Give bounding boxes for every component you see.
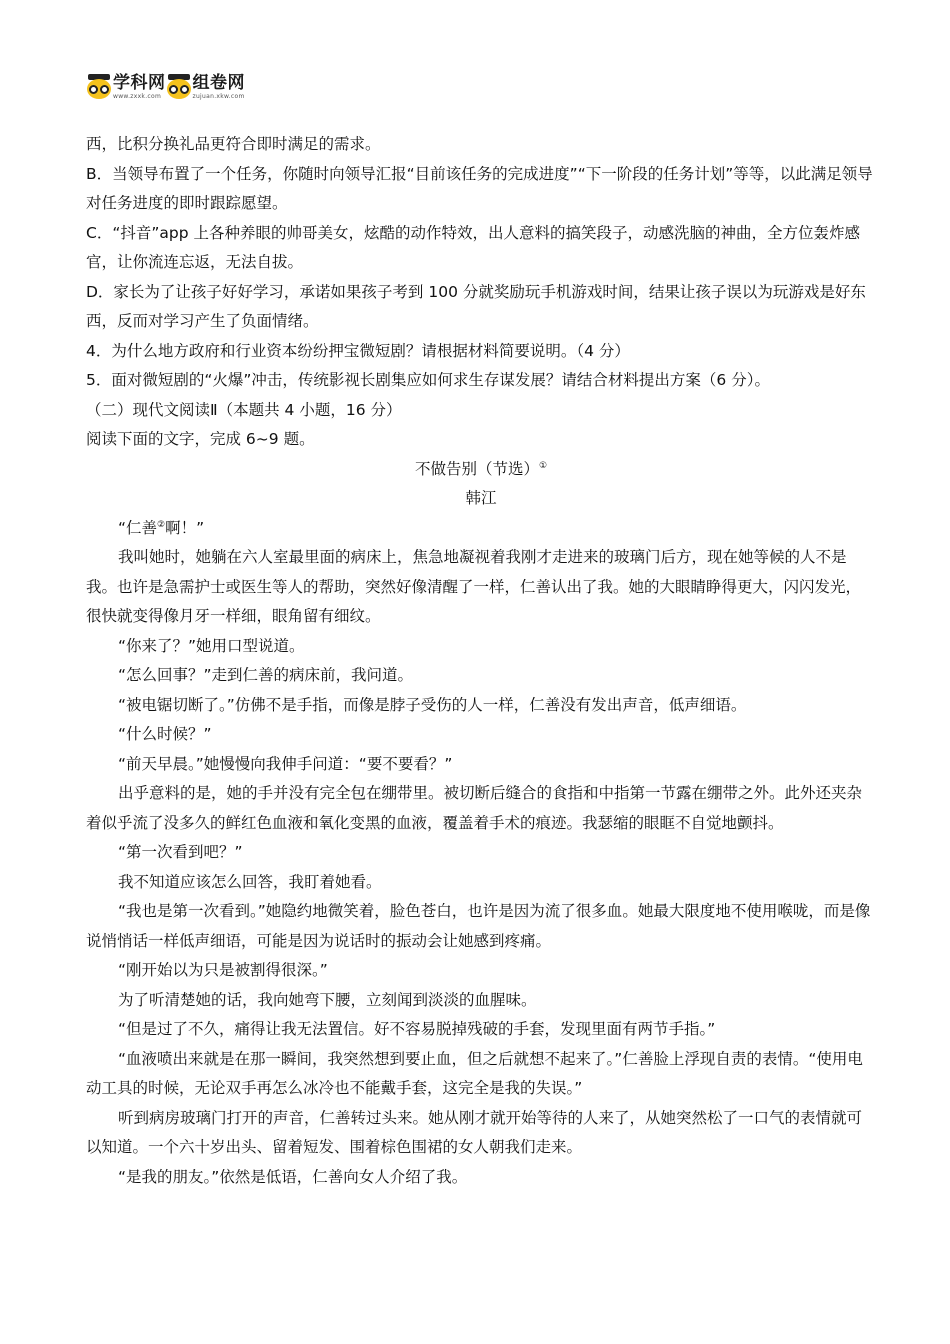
site-logo[interactable] bbox=[86, 70, 245, 104]
article-paragraph: “被电锯切断了。”仿佛不是手指，而像是脖子受伤的人一样，仁善没有发出声音，低声细语。 bbox=[118, 695, 747, 714]
article-paragraph: “前天早晨。”她慢慢向我伸手问道：“要不要看？” bbox=[118, 754, 453, 773]
article-paragraph: “第一次看到吧？” bbox=[118, 843, 243, 861]
logo-url-zxxk: www.zxxk.com bbox=[113, 92, 162, 100]
article-paragraph: “但是过了不久，痛得让我无法置信。好不容易脱掉残破的手套，发现里面有两节手指。” bbox=[118, 1020, 716, 1038]
article-paragraph: “我也是第一次看到。”她隐约地微笑着，脸色苍白，也许是因为流了很多血。她最大限度地不使用喉咙，而是像说悄悄话一样低声细语，可能是因为说话时的振动会让她感到疼痛。 bbox=[86, 902, 871, 950]
article-paragraph: 我不知道应该怎么回答，我盯着她看。 bbox=[118, 872, 382, 891]
owl-mascot-icon bbox=[86, 74, 112, 100]
article-title-line bbox=[86, 455, 876, 485]
owl-mascot-icon bbox=[166, 74, 192, 100]
article-paragraph: “怎么回事？”走到仁善的病床前，我问道。 bbox=[118, 666, 414, 684]
dialogue-text: 啊！” bbox=[165, 518, 205, 537]
footnote-marker: ② bbox=[157, 519, 166, 530]
option-c: C．“抖音”app 上各种养眼的帅哥美女，炫酷的动作特效，出人意料的搞笑段子，动感洗脑的神曲，全方位轰炸感官，让你流连忘返，无法自拔。 bbox=[86, 223, 860, 271]
article-paragraph: “刚开始以为只是被割得很深。” bbox=[118, 961, 328, 979]
article-paragraph: 听到病房玻璃门打开的声音，仁善转过头来。她从刚才就开始等待的人来了，从她突然松了一口气的表情就可以知道。一个六十岁出头、留着短发、围着棕色围裙的女人朝我们走来。 bbox=[86, 1108, 863, 1156]
article-title: 不做告别（节选） bbox=[414, 459, 539, 478]
logo-url-zujuan: zujuan.xkw.com bbox=[192, 92, 245, 100]
footnote-marker: ① bbox=[538, 460, 548, 471]
question-5: 5．面对微短剧的“火爆”冲击，传统影视长剧集应如何求生存谋发展？请结合材料提出方案（6 分）。 bbox=[86, 371, 770, 389]
question-4: 4．为什么地方政府和行业资本纷纷押宝微短剧？请根据材料简要说明。（4 分） bbox=[86, 341, 630, 360]
document-body bbox=[86, 130, 876, 1192]
option-d: D．家长为了让孩子好好学习，承诺如果孩子考到 100 分就奖励玩手机游戏时间，结果让孩子误以为玩游戏是好东西，反而对学习产生了负面情绪。 bbox=[86, 282, 866, 330]
article-paragraph: “血液喷出来就是在那一瞬间，我突然想到要止血，但之后就想不起来了。”仁善脸上浮现自责的表情。“使用电动工具的时候，无论双手再怎么冰冷也不能戴手套，这完全是我的失误。” bbox=[86, 1049, 863, 1097]
article-paragraph: 我叫她时，她躺在六人室最里面的病床上，焦急地凝视着我刚才走进来的玻璃门后方，现在她等候的人不是我。也许是急需护士或医生等人的帮助，突然好像清醒了一样，仁善认出了我。她的大眼睛睁得更大，闪闪发光，很快就变得像月牙一样细，眼角留有细纹。 bbox=[86, 548, 862, 625]
section-heading: （二）现代文阅读Ⅱ（本题共 4 小题，16 分） bbox=[86, 400, 402, 419]
article-paragraph bbox=[86, 514, 876, 544]
logo-text-zujuanwang: 组卷网 bbox=[192, 72, 245, 93]
article-paragraph: “什么时候？” bbox=[118, 725, 212, 743]
article-paragraph: “是我的朋友。”依然是低语，仁善向女人介绍了我。 bbox=[118, 1167, 468, 1186]
article-paragraph: 出乎意料的是，她的手并没有完全包在绷带里。被切断后缝合的食指和中指第一节露在绷带之外。此外还夹杂着似乎流了没多久的鲜红色血液和氧化变黑的血液，覆盖着手术的痕迹。我瑟缩的眼眶不自觉地颤抖。 bbox=[86, 784, 863, 832]
article-paragraph: 为了听清楚她的话，我向她弯下腰，立刻闻到淡淡的血腥味。 bbox=[118, 990, 537, 1009]
article-paragraph: “你来了？”她用口型说道。 bbox=[118, 636, 305, 655]
option-a-tail: 西，比积分换礼品更符合即时满足的需求。 bbox=[86, 135, 381, 153]
section-instruction: 阅读下面的文字，完成 6~9 题。 bbox=[86, 430, 315, 448]
article-author: 韩江 bbox=[465, 489, 497, 507]
option-b: B．当领导布置了一个任务，你随时向领导汇报“目前该任务的完成进度”“下一阶段的任务计划”等等，以此满足领导对任务进度的即时跟踪愿望。 bbox=[86, 164, 873, 212]
dialogue-text: “仁善 bbox=[118, 518, 158, 537]
logo-text-xuekewang: 学科网 bbox=[113, 72, 166, 93]
